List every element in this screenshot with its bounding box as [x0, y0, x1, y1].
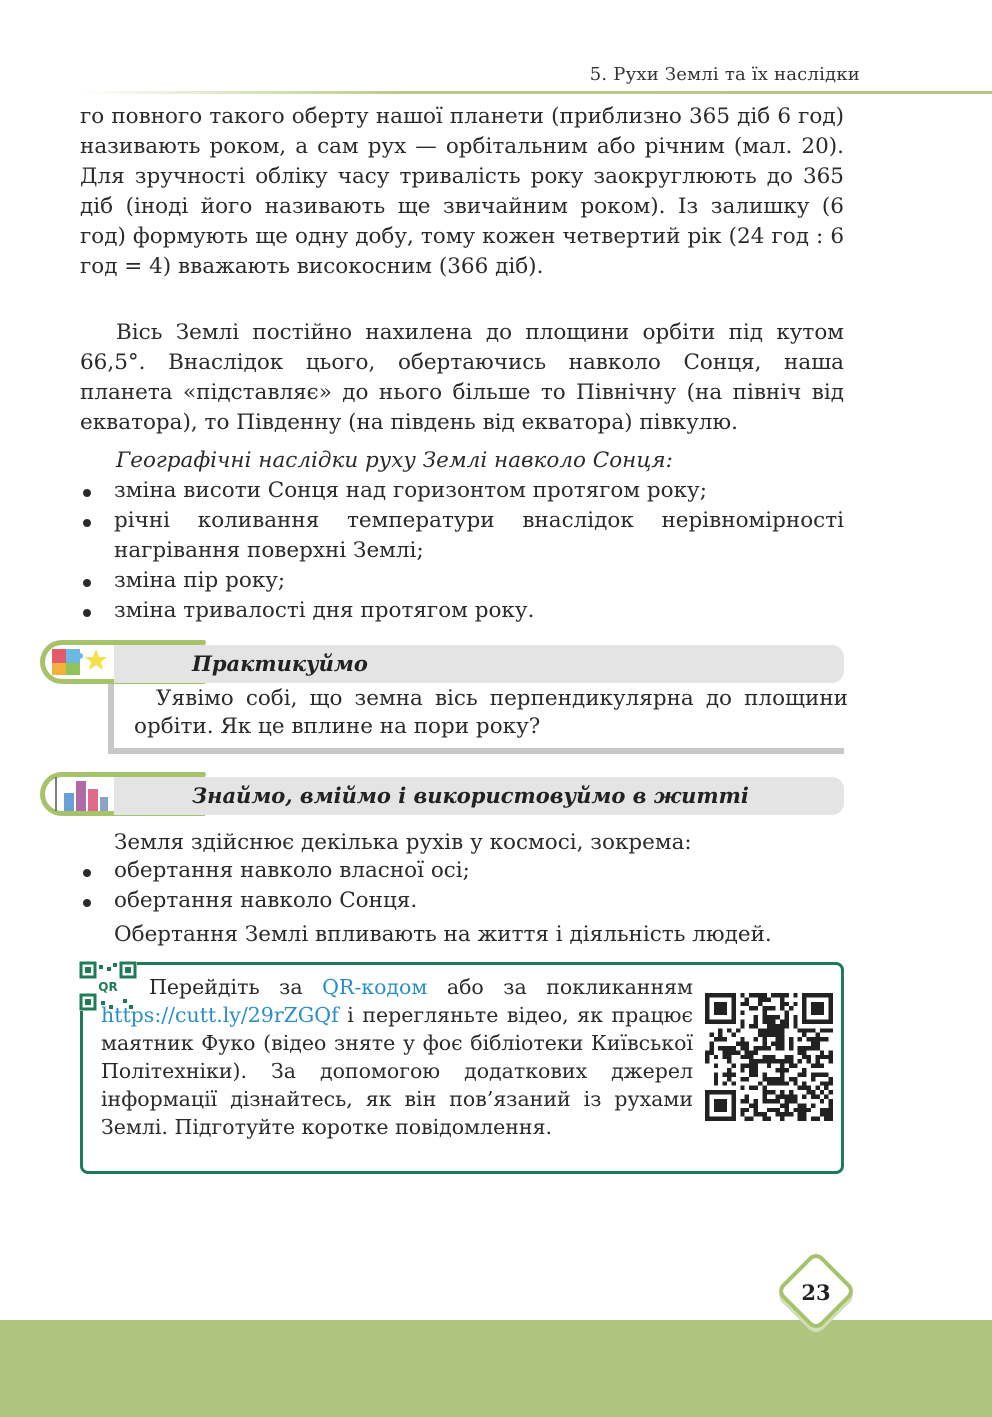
practice-body: [108, 684, 848, 754]
page-number: 23: [801, 1280, 831, 1305]
practice-title: Практикуймо: [192, 651, 368, 676]
page-header: [0, 62, 992, 96]
list-item: річні коливання температури внаслідок нерівномірності нагрівання поверхні Землі;: [80, 506, 844, 566]
bar-chart-icon: [50, 777, 114, 811]
list-item: зміна тривалості дня протягом року.: [80, 596, 844, 626]
movements-list: [80, 856, 844, 916]
video-url-link[interactable]: https://cutt.ly/29rZGQf: [101, 1003, 339, 1027]
paragraph-year: го повного такого оберту нашої планети (приблизно 365 діб 6 год) називають роком, а сам рух — орбітальним або річним (мал. 20). Для зручності обліку часу тривалість року заокруглюють до 365 діб (іноді його називають ще звичайним роком). Із залишку (6 год) формують ще одну добу, тому кожен четвертий рік (24 год : 6 год = 4) вважають високосним (366 діб).: [80, 104, 844, 279]
list-item: зміна висоти Сонця над горизонтом протягом року;: [80, 476, 844, 506]
chapter-title: 5. Рухи Землі та їх наслідки: [589, 64, 860, 85]
qr-text-start: Перейдіть за: [149, 975, 323, 999]
qr-code-image[interactable]: [705, 993, 833, 1121]
qr-text-mid: або за покликанням: [427, 975, 693, 999]
qr-text-end: і перегляньте відео, як працює маятник Фуко (відео зняте у фоє бібліотеки Київської Політехніки). За допомогою додаткових джерел інформації дізнайтесь, як він пов’язаний із рухами Землі. Підготуйте коротке повідомлення.: [101, 1003, 693, 1139]
qr-task-box: [80, 962, 844, 1174]
life-title: Знаймо, вміймо і використовуймо в житті: [192, 783, 749, 808]
consequences-list: [80, 476, 844, 626]
list-item: обертання навколо власної осі;: [80, 856, 844, 886]
qr-icon-label: QR: [98, 980, 118, 994]
practice-section-header: [40, 640, 844, 684]
list-item: обертання навколо Сонця.: [80, 886, 844, 916]
footer-band: [0, 1320, 992, 1417]
paragraph-axis-tilt: Вісь Землі постійно нахилена до площини орбіти під кутом 66,5°. Внаслідок цього, обертаючись навколо Сонця, наша планета «підставляє» до нього більше то Північну (на північ від екватора), то Південну (на південь від екватора) півкулю.: [80, 320, 844, 435]
qr-task-text: [101, 973, 693, 1141]
life-section-header: [40, 772, 844, 816]
header-rule: [80, 91, 992, 94]
life-conclusion: Обертання Землі впливають на життя і діяльність людей.: [114, 922, 772, 947]
life-intro: Земля здійснює декілька рухів у космосі, зокрема:: [114, 830, 692, 855]
consequences-heading: Географічні наслідки руху Землі навколо Сонця:: [116, 448, 673, 473]
puzzle-icon: [50, 645, 114, 679]
qr-code-link[interactable]: QR-кодом: [322, 975, 428, 999]
practice-text: Уявімо собі, що земна вісь перпендикулярна до площини орбіти. Як це вплине на пори року?: [134, 686, 848, 739]
list-item: зміна пір року;: [80, 566, 844, 596]
